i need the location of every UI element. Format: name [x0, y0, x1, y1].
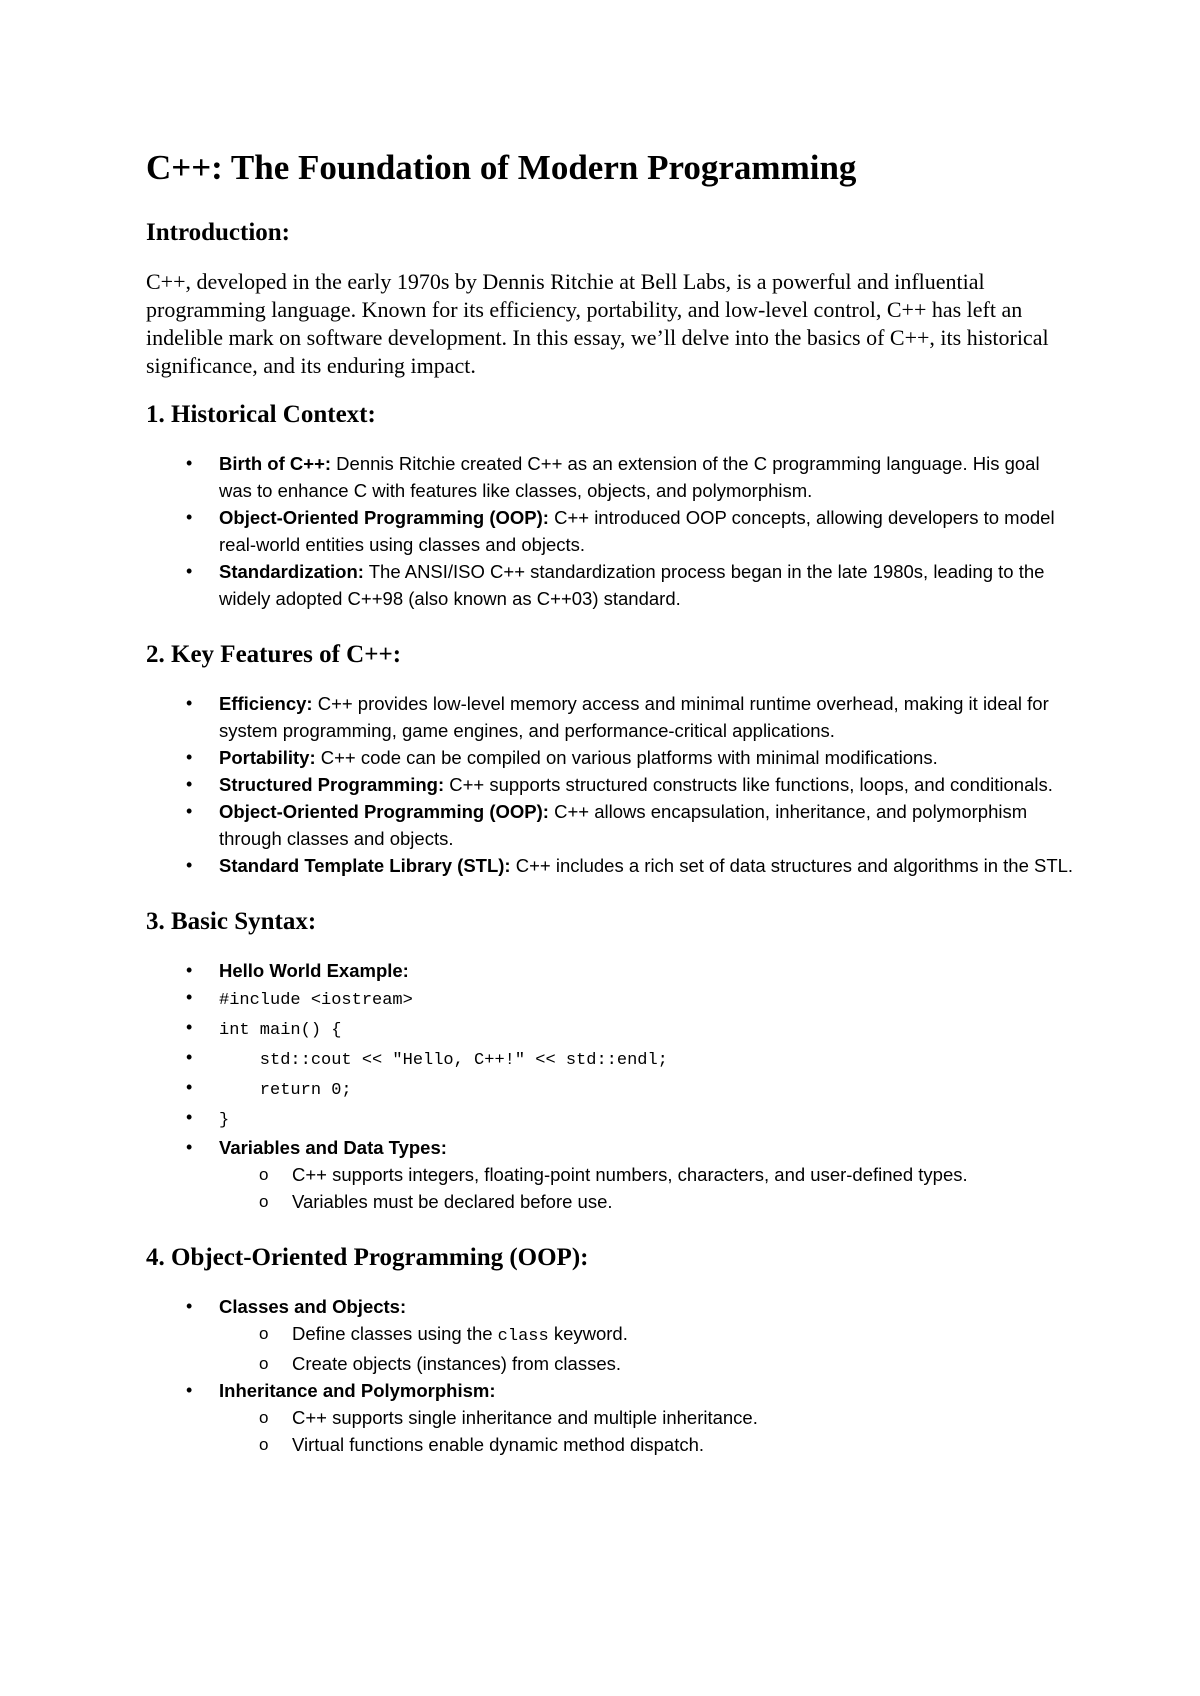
code-line — [146, 1014, 1076, 1044]
list-item — [146, 1134, 1076, 1215]
item-text: C++ provides low-level memory access and minimal runtime overhead, making it ideal for system programming, game engines, and performance-critical applications. — [219, 693, 1049, 741]
sub-bullet-icon: o — [259, 1192, 269, 1211]
variables-label: Variables and Data Types: — [219, 1137, 447, 1158]
item-label: Birth of C++: — [219, 453, 332, 474]
bullet-icon: • — [186, 1296, 193, 1316]
bullet-icon: • — [186, 1017, 193, 1037]
item-label: Object-Oriented Programming (OOP): — [219, 801, 549, 822]
bullet-icon: • — [186, 1137, 193, 1157]
sub-list-item — [146, 1161, 1076, 1188]
item-text: The ANSI/ISO C++ standardization process began in the late 1980s, leading to the widely adopted C++98 (also known as C++03) standard. — [219, 561, 1045, 609]
intro-paragraph: C++, developed in the early 1970s by Dennis Ritchie at Bell Labs, is a powerful and influential programming language. Known for its efficiency, portability, and low-level control, C++ has left an indelible mark on software development. In this essay, we’ll delve into the basics of C++, its historical significance, and its enduring impact. — [146, 269, 1049, 378]
list-item — [146, 798, 1076, 852]
item-text: C++ allows encapsulation, inheritance, and polymorphism through classes and objects. — [219, 801, 1028, 849]
sub-item-text: Create objects (instances) from classes. — [292, 1353, 622, 1374]
bullet-icon: • — [186, 987, 193, 1007]
document-content — [146, 146, 1076, 1484]
code-text: return 0; — [219, 1081, 352, 1100]
variables-sublist — [146, 1161, 1076, 1215]
sub-list-item — [146, 1431, 1076, 1458]
sub-list-item — [146, 1320, 1076, 1350]
bullet-icon: • — [186, 1077, 193, 1097]
oop-list — [146, 1293, 1076, 1458]
sub-item-text: Virtual functions enable dynamic method dispatch. — [292, 1434, 705, 1455]
sub-bullet-icon: o — [259, 1408, 269, 1427]
hello-world-label: Hello World Example: — [219, 960, 409, 981]
code-line — [146, 984, 1076, 1014]
features-list — [146, 690, 1076, 879]
define-prefix: Define classes using the — [292, 1323, 498, 1344]
list-item — [146, 450, 1076, 504]
historical-list — [146, 450, 1076, 612]
code-text: #include <iostream> — [219, 991, 413, 1010]
item-label: Portability: — [219, 747, 316, 768]
bullet-icon: • — [186, 747, 193, 767]
bullet-icon: • — [186, 960, 193, 980]
item-label: Standard Template Library (STL): — [219, 855, 511, 876]
code-line — [146, 1104, 1076, 1134]
bullet-icon: • — [186, 1107, 193, 1127]
code-line — [146, 1074, 1076, 1104]
define-suffix: keyword. — [548, 1323, 628, 1344]
item-label: Object-Oriented Programming (OOP): — [219, 507, 549, 528]
bullet-icon: • — [186, 855, 193, 875]
sub-item-text: Variables must be declared before use. — [292, 1191, 613, 1212]
bullet-icon: • — [186, 1380, 193, 1400]
code-text: std::cout << "Hello, C++!" << std::endl; — [219, 1051, 668, 1070]
list-item — [146, 957, 1076, 984]
item-label: Standardization: — [219, 561, 364, 582]
item-text: C++ code can be compiled on various platforms with minimal modifications. — [315, 747, 938, 768]
classes-sublist — [146, 1320, 1076, 1377]
code-line — [146, 1044, 1076, 1074]
item-text: C++ introduced OOP concepts, allowing developers to model real-world entities using classes and objects. — [219, 507, 1055, 555]
features-heading: 2. Key Features of C++: — [146, 641, 402, 668]
sub-list-item — [146, 1404, 1076, 1431]
list-item — [146, 744, 1076, 771]
sub-item-text: C++ supports single inheritance and multiple inheritance. — [292, 1407, 758, 1428]
bullet-icon: • — [186, 1047, 193, 1067]
classes-label: Classes and Objects: — [219, 1296, 407, 1317]
code-text: } — [219, 1111, 230, 1130]
list-item — [146, 1377, 1076, 1458]
list-item — [146, 852, 1076, 879]
item-label: Structured Programming: — [219, 774, 445, 795]
syntax-list — [146, 957, 1076, 1215]
bullet-icon: • — [186, 507, 193, 527]
bullet-icon: • — [186, 561, 193, 581]
list-item — [146, 771, 1076, 798]
sub-item-text — [292, 1323, 628, 1344]
syntax-heading: 3. Basic Syntax: — [146, 908, 317, 935]
historical-heading: 1. Historical Context: — [146, 401, 376, 428]
item-text: C++ supports structured constructs like functions, loops, and conditionals. — [444, 774, 1053, 795]
bullet-icon: • — [186, 774, 193, 794]
list-item — [146, 690, 1076, 744]
item-text: C++ includes a rich set of data structures and algorithms in the STL. — [510, 855, 1074, 876]
sub-list-item — [146, 1350, 1076, 1377]
sub-bullet-icon: o — [259, 1165, 269, 1184]
item-label: Efficiency: — [219, 693, 313, 714]
list-item — [146, 558, 1076, 612]
sub-list-item — [146, 1188, 1076, 1215]
bullet-icon: • — [186, 453, 193, 473]
inheritance-label: Inheritance and Polymorphism: — [219, 1380, 496, 1401]
sub-item-text: C++ supports integers, floating-point numbers, characters, and user-defined types. — [292, 1164, 968, 1185]
sub-bullet-icon: o — [259, 1435, 269, 1454]
class-keyword: class — [497, 1327, 549, 1346]
page-title: C++: The Foundation of Modern Programming — [146, 148, 857, 187]
oop-heading: 4. Object-Oriented Programming (OOP): — [146, 1244, 589, 1271]
bullet-icon: • — [186, 693, 193, 713]
list-item — [146, 1293, 1076, 1377]
list-item — [146, 504, 1076, 558]
intro-heading: Introduction: — [146, 219, 291, 246]
bullet-icon: • — [186, 801, 193, 821]
sub-bullet-icon: o — [259, 1354, 269, 1373]
item-text: Dennis Ritchie created C++ as an extension of the C programming language. His goal was to enhance C with features like classes, objects, and polymorphism. — [219, 453, 1040, 501]
code-text: int main() { — [219, 1021, 342, 1040]
inheritance-sublist — [146, 1404, 1076, 1458]
sub-bullet-icon: o — [259, 1324, 269, 1343]
